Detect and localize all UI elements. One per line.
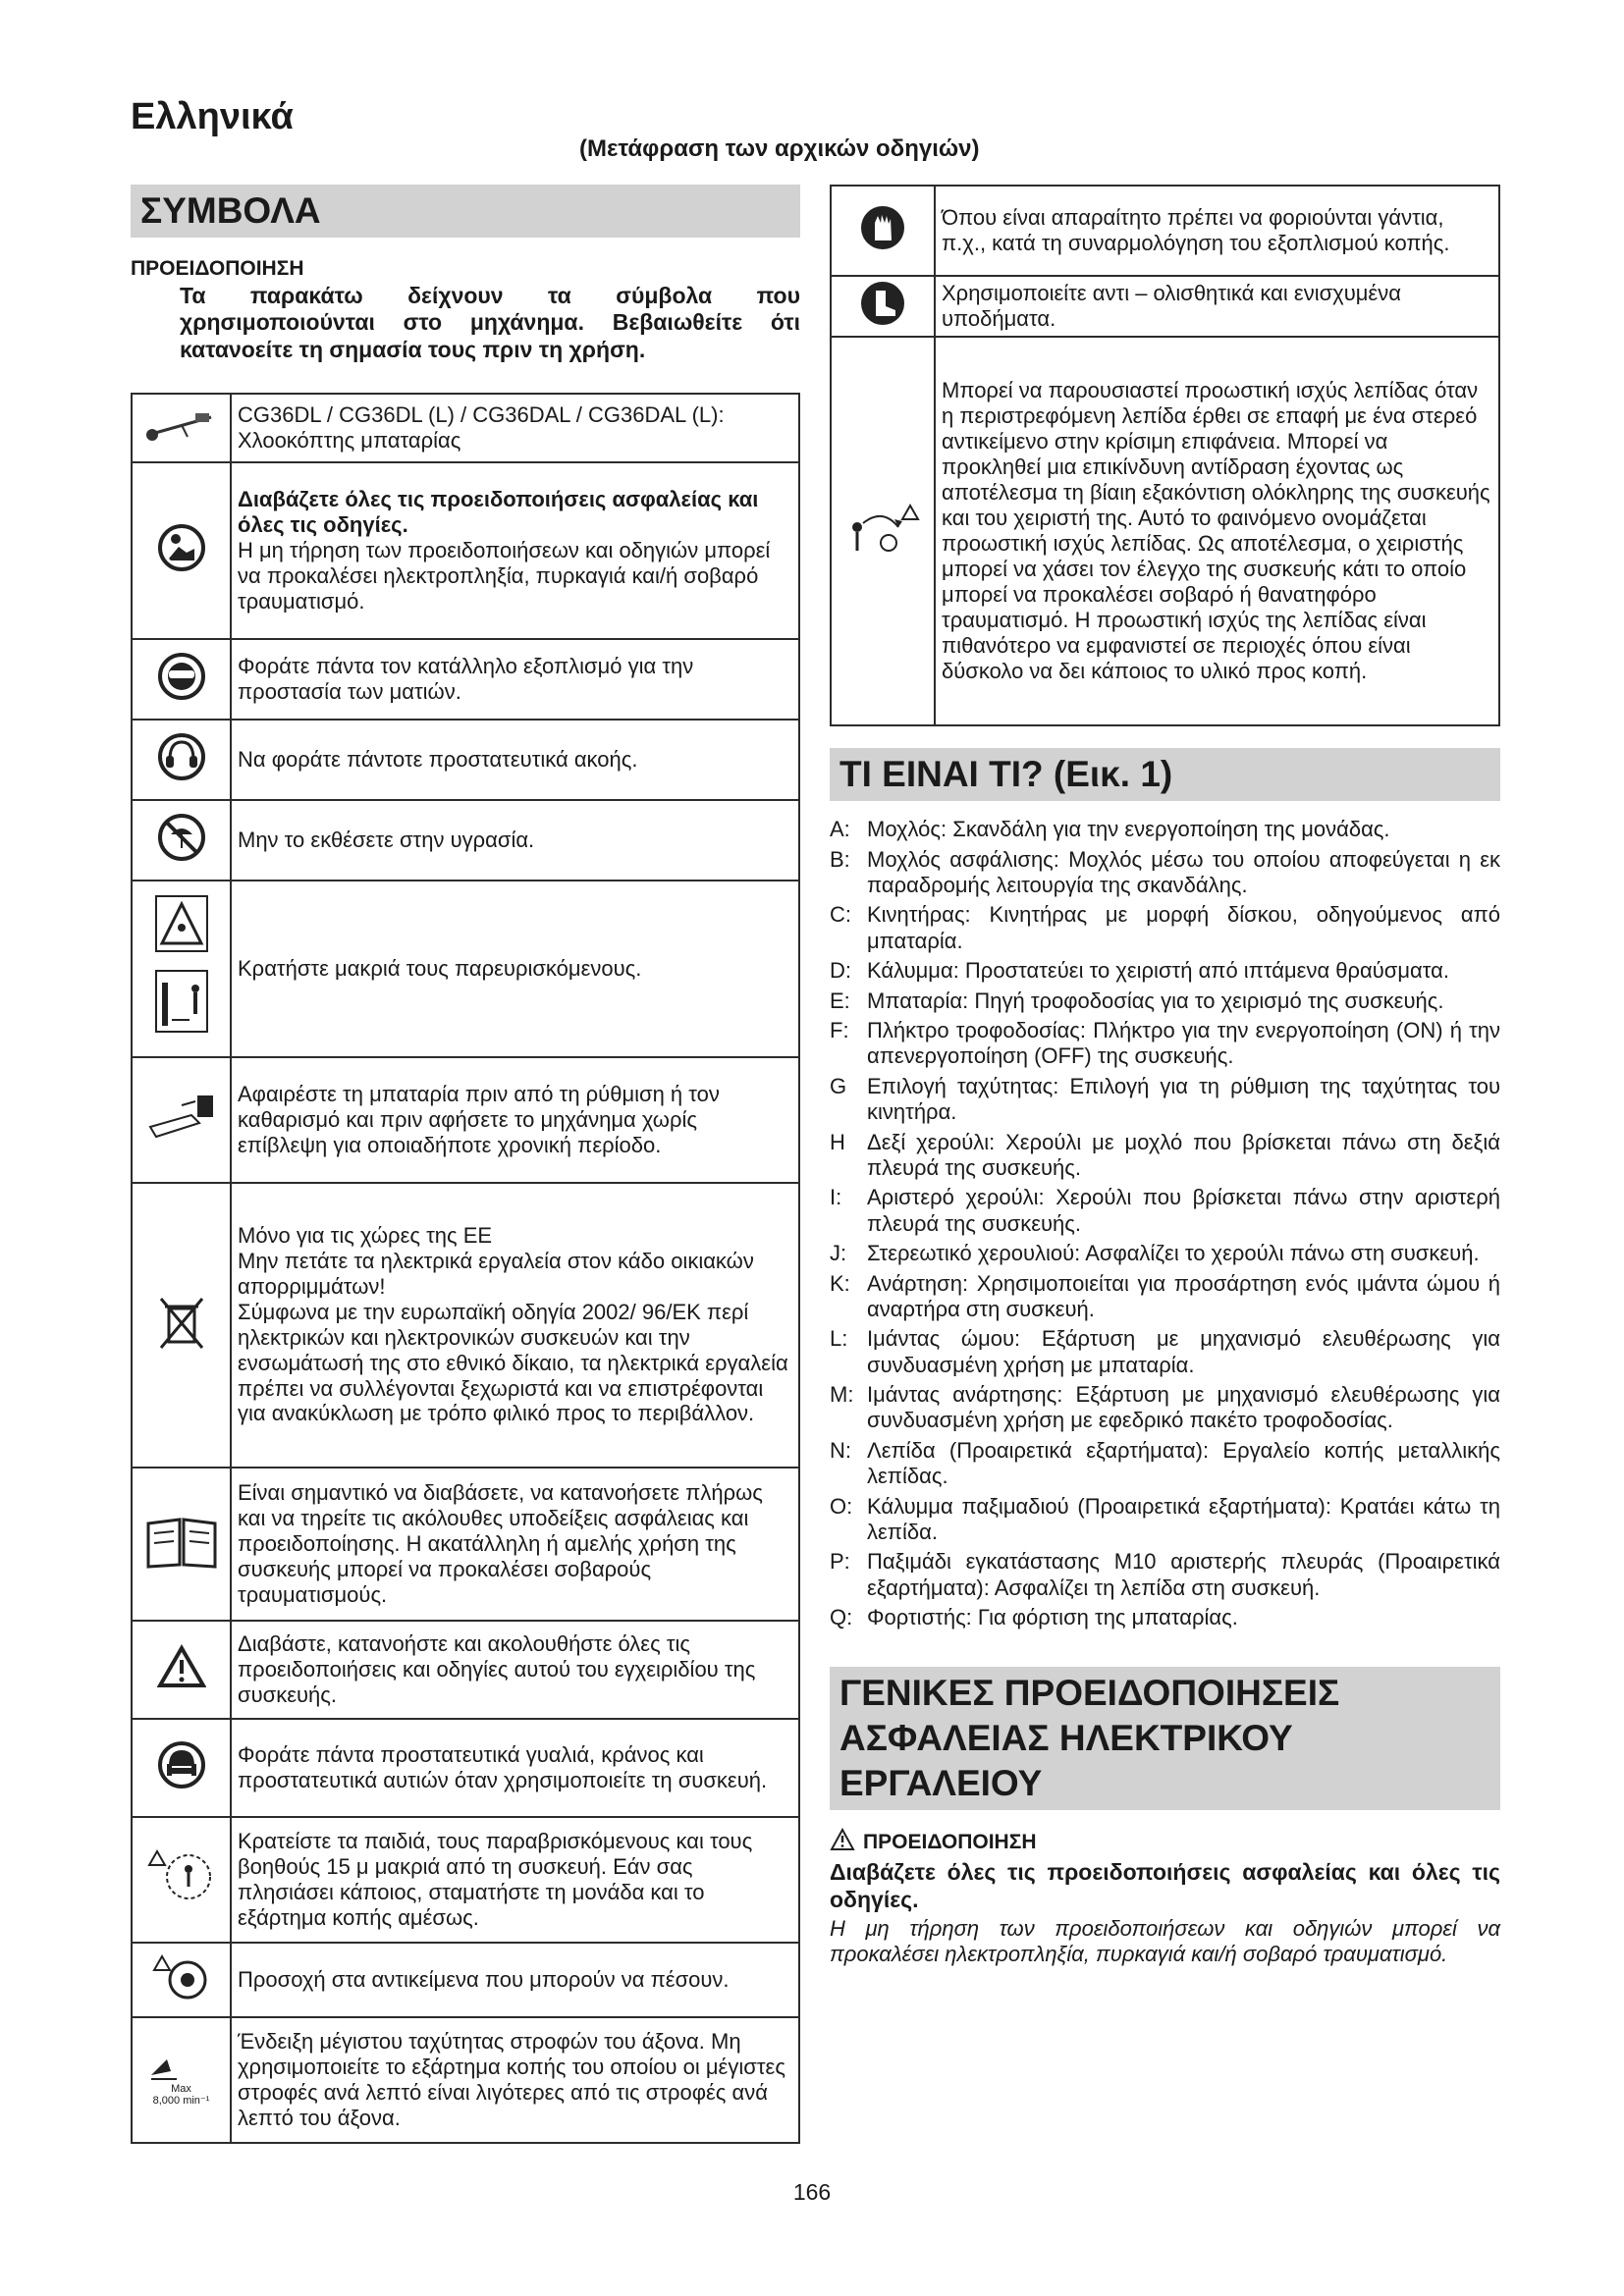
- part-key: N:: [830, 1437, 851, 1463]
- parts-list-item: [830, 1185, 1500, 1237]
- symbol-text: Μπορεί να παρουσιαστεί προωστική ισχύς λεπίδας όταν η περιστρεφόμενη λεπίδα έρθει σε επαφή με ένα στερεό αντικείμενο στην κρίσιμη επιφάνεια. Μπορεί να προκληθεί μια επικίνδυνη αντίδραση έχοντας ως αποτέλεσμα τη βίαιη εξακόντιση ολόκληρης της συσκευής και του χειριστή της. Αυτό το φαινόμενο ονομάζεται προωστική ισχύς λεπίδας. Ως αποτέλεσμα, ο χειριστής μπορεί να χάσει τον έλεγχο της συσκευής κάτι το οποίο μπορεί να προκαλέσει σοβαρό ή θανατηφόρο τραυματισμό. Η προωστική ισχύς της λεπίδας είναι πιθανότερο να εμφανιστεί σε περιοχές όπου είναι δύσκολο να δει κάποιος το υλικό προς κοπή.: [935, 337, 1499, 725]
- gloves-icon: [858, 203, 907, 252]
- symbol-row: [132, 1817, 799, 1943]
- ear-protection-icon: [157, 732, 206, 781]
- symbol-row: [132, 394, 799, 462]
- symbol-row: [132, 1719, 799, 1817]
- keep-bystanders-away-icon: [152, 892, 211, 1040]
- remove-battery-icon: [142, 1088, 221, 1147]
- parts-list-item: [830, 1494, 1500, 1546]
- parts-list-item: [830, 1382, 1500, 1434]
- part-key: M:: [830, 1382, 854, 1408]
- part-text: Ιμάντας ώμου: Εξάρτυση με μηχανισμό ελευθέρωσης για συνδυασμένη χρήση με μπαταρία.: [867, 1326, 1500, 1377]
- part-key: A:: [830, 817, 850, 842]
- symbol-row: [132, 1468, 799, 1621]
- part-key: G: [830, 1073, 847, 1098]
- general-warning-bold-text: Διαβάζετε όλες τις προειδοποιήσεις ασφαλείας και όλες τις οδηγίες.: [830, 1859, 1500, 1912]
- symbol-bold-text: Διαβάζετε όλες τις προειδοποιήσεις ασφαλείας και όλες τις οδηγίες.: [238, 486, 759, 537]
- part-text: Ανάρτηση: Χρησιμοποιείται για προσάρτηση ενός ιμάντα ώμου ή αναρτήρα στη συσκευή.: [867, 1270, 1500, 1321]
- grass-trimmer-icon: [142, 405, 221, 445]
- symbols-warning-text: Τα παρακάτω δείχνουν τα σύμβολα που χρησιμοποιούνται στο μηχάνημα. Βεβαιωθείτε ότι κατανοείτε τη σημασία τους πριν τη χρήση.: [180, 283, 800, 362]
- symbol-text: Όπου είναι απαραίτητο πρέπει να φοριούνται γάντια, π.χ., κατά τη συναρμολόγηση του εξοπλισμού κοπής.: [935, 186, 1499, 276]
- symbol-row: [132, 462, 799, 639]
- part-key: H: [830, 1129, 845, 1154]
- symbol-row: [831, 337, 1499, 725]
- part-key: E:: [830, 988, 850, 1013]
- parts-list-item: [830, 958, 1500, 984]
- parts-list-item: [830, 1438, 1500, 1490]
- blade-thrust-icon: [843, 494, 922, 562]
- symbol-text: Ένδειξη μέγιστου ταχύτητας στροφών του άξονα. Μη χρησιμοποιείτε το εξάρτημα κοπής του οποίου οι μέγιστες στροφές ανά λεπτό είναι λιγότερες από τις στροφές ανά λεπτό του άξονα.: [231, 2017, 799, 2143]
- parts-list-item: [830, 1241, 1500, 1266]
- part-key: J:: [830, 1241, 847, 1266]
- warning-triangle-icon: [157, 1644, 206, 1689]
- part-text: Επιλογή ταχύτητας: Επιλογή για τη ρύθμιση της ταχύτητας του κινητήρα.: [867, 1073, 1500, 1125]
- symbol-row: [132, 2017, 799, 2143]
- max-speed-icon: [147, 2050, 216, 2107]
- part-key: F:: [830, 1017, 849, 1042]
- part-key: K:: [830, 1270, 850, 1296]
- symbol-text: Χρησιμοποιείτε αντι – ολισθητικά και ενισχυμένα υποδήματα.: [935, 276, 1499, 337]
- symbol-row: [132, 800, 799, 881]
- max-speed-label: Max 8,000 min⁻¹: [152, 2083, 210, 2108]
- parts-list-item: [830, 847, 1500, 899]
- part-key: C:: [830, 902, 851, 928]
- general-warnings-title-line1: ΓΕΝΙΚΕΣ ΠΡΟΕΙΔΟΠΟΙΗΣΕΙΣ: [839, 1672, 1340, 1713]
- part-key: O:: [830, 1493, 853, 1519]
- right-column: [830, 185, 1500, 1967]
- translation-subtitle: (Μετάφραση των αρχικών οδηγιών): [579, 135, 980, 162]
- read-manual-icon: [157, 523, 206, 572]
- eye-protection-icon: [157, 652, 206, 701]
- symbols-table: [131, 393, 800, 2144]
- parts-list-item: [830, 1018, 1500, 1070]
- general-warning-italic-text: Η μη τήρηση των προειδοποιήσεων και οδηγιών μπορεί να προκαλέσει ηλεκτροπληξία, πυρκαγιά και/ή σοβαρό τραυματισμό.: [830, 1915, 1500, 1966]
- part-key: I:: [830, 1185, 842, 1210]
- symbol-text: Φοράτε πάντα τον κατάλληλο εξοπλισμό για την προστασία των ματιών.: [231, 639, 799, 720]
- general-warnings-title-line2: ΑΣΦΑΛΕΙΑΣ ΗΛΕΚΤΡΙΚΟΥ ΕΡΓΑΛΕΙΟΥ: [839, 1717, 1293, 1804]
- part-key: Q:: [830, 1605, 853, 1630]
- parts-list-item: [830, 1326, 1500, 1378]
- parts-list-item: [830, 1271, 1500, 1323]
- head-protection-icon: [157, 1740, 206, 1789]
- parts-list-item: [830, 1074, 1500, 1126]
- left-column: [131, 185, 800, 2144]
- general-warnings-title: [830, 1667, 1500, 1811]
- symbol-text: Μην το εκθέσετε στην υγρασία.: [231, 800, 799, 881]
- symbol-text: Διαβάστε, κατανοήστε και ακολουθήστε όλες τις προειδοποιήσεις και οδηγίες αυτού του εγχειριδίου της συσκευής.: [231, 1621, 799, 1719]
- general-warning-heading: [830, 1828, 1500, 1857]
- crossed-bin-icon: [157, 1293, 206, 1352]
- symbol-text: Προσοχή στα αντικείμενα που μπορούν να πέσουν.: [231, 1943, 799, 2017]
- part-text: Στερεωτικό χερουλιού: Ασφαλίζει το χερούλι πάνω στη συσκευή.: [867, 1241, 1480, 1266]
- right-symbols-table: [830, 185, 1500, 726]
- symbol-text: Φοράτε πάντα προστατευτικά γυαλιά, κράνος και προστατευτικά αυτιών όταν χρησιμοποιείτε τη συσκευή.: [231, 1719, 799, 1817]
- part-text: Μοχλός ασφάλισης: Μοχλός μέσω του οποίου αποφεύγεται η εκ παραδρομής λειτουργία της σκανδάλης.: [867, 846, 1500, 898]
- what-is-what-title: ΤΙ ΕΙΝΑΙ ΤΙ? (Εικ. 1): [830, 748, 1500, 801]
- symbol-row: [132, 639, 799, 720]
- symbol-row: [132, 1183, 799, 1468]
- keep-distance-15m-icon: [147, 1847, 216, 1906]
- part-text: Πλήκτρο τροφοδοσίας: Πλήκτρο για την ενεργοποίηση (ON) ή την απενεργοποίηση (OFF) της συσκευής.: [867, 1017, 1500, 1069]
- page-number: 166: [792, 2179, 832, 2205]
- symbol-text: Να φοράτε πάντοτε προστατευτικά ακοής.: [231, 720, 799, 800]
- parts-list-item: [830, 902, 1500, 954]
- symbol-text: Κρατείστε τα παιδιά, τους παραβρισκόμενους και τους βοηθούς 15 μ μακριά από τη συσκευή. Εάν σας πλησιάσει κάποιος, σταματήστε τη μονάδα και το εξάρτημα κοπής αμέσως.: [231, 1817, 799, 1943]
- parts-list: [830, 817, 1500, 1630]
- part-text: Μοχλός: Σκανδάλη για την ενεργοποίηση της μονάδας.: [867, 817, 1390, 842]
- symbol-row: [132, 1943, 799, 2017]
- symbol-row: [831, 186, 1499, 276]
- symbol-text: Μόνο για τις χώρες της ΕΕ Μην πετάτε τα ηλεκτρικά εργαλεία στον κάδο οικιακών απορριμμάτων! Σύμφωνα με την ευρωπαϊκή οδηγία 2002/ 96/ΕΚ περί ηλεκτρικών και ηλεκτρονικών συσκευών και την ενσωμάτωσή της στο εθνικό δίκαιο, τα ηλεκτρικά εργαλεία πρέπει να συλλέγονται ξεχωριστά και να επιστρέφονται για ανακύκλωση με τρόπο φιλικό προς το περιβάλλον.: [231, 1183, 799, 1468]
- part-text: Φορτιστής: Για φόρτιση της μπαταρίας.: [867, 1605, 1238, 1630]
- part-text: Δεξί χερούλι: Χερούλι με μοχλό που βρίσκεται πάνω στη δεξιά πλευρά της συσκευής.: [867, 1129, 1500, 1180]
- symbol-row: [132, 881, 799, 1057]
- parts-list-item: [830, 1549, 1500, 1601]
- part-key: B:: [830, 846, 850, 872]
- symbol-text: Η μη τήρηση των προειδοποιήσεων και οδηγιών μπορεί να προκαλέσει ηλεκτροπληξία, πυρκαγιά και/ή σοβαρό τραυματισμό.: [238, 537, 771, 614]
- boots-icon: [858, 279, 907, 328]
- symbol-text: Αφαιρέστε τη μπαταρία πριν από τη ρύθμιση ή τον καθαρισμό και πριν αφήσετε το μηχάνημα χωρίς επίβλεψη για οποιαδήποτε χρονική περίοδο.: [231, 1057, 799, 1183]
- part-key: L:: [830, 1326, 848, 1352]
- warning-triangle-icon: [830, 1828, 855, 1857]
- symbols-section-title: ΣΥΜΒΟΛΑ: [131, 185, 800, 238]
- symbol-row: [132, 1057, 799, 1183]
- part-key: P:: [830, 1549, 850, 1575]
- part-text: Κινητήρας: Κινητήρας με μορφή δίσκου, οδηγούμενος από μπαταρία.: [867, 902, 1500, 953]
- parts-list-item: [830, 1130, 1500, 1182]
- no-rain-icon: [157, 813, 206, 862]
- general-warning-label: ΠΡΟΕΙΔΟΠΟΙΗΣΗ: [863, 1831, 1037, 1854]
- part-key: D:: [830, 958, 851, 984]
- part-text: Αριστερό χερούλι: Χερούλι που βρίσκεται πάνω στην αριστερή πλευρά της συσκευής.: [867, 1185, 1500, 1236]
- symbol-row: [132, 1621, 799, 1719]
- symbols-warning-label: ΠΡΟΕΙΔΟΠΟΙΗΣΗ: [131, 257, 304, 281]
- manual-book-icon: [142, 1512, 221, 1571]
- parts-list-item: [830, 817, 1500, 842]
- part-text: Λεπίδα (Προαιρετικά εξαρτήματα): Εργαλείο κοπής μεταλλικής λεπίδας.: [867, 1437, 1500, 1489]
- part-text: Κάλυμμα: Προστατεύει το χειριστή από ιπτάμενα θραύσματα.: [867, 958, 1449, 984]
- parts-list-item: [830, 1605, 1500, 1630]
- falling-objects-icon: [152, 1952, 211, 2002]
- part-text: Κάλυμμα παξιμαδιού (Προαιρετικά εξαρτήματα): Κρατάει κάτω τη λεπίδα.: [867, 1493, 1500, 1545]
- part-text: Παξιμάδι εγκατάστασης M10 αριστερής πλευράς (Προαιρετικά εξαρτήματα): Ασφαλίζει τη λεπίδα στη συσκευή.: [867, 1549, 1500, 1600]
- symbol-row: [831, 276, 1499, 337]
- parts-list-item: [830, 988, 1500, 1014]
- symbol-row: [132, 720, 799, 800]
- part-text: Ιμάντας ανάρτησης: Εξάρτυση με μηχανισμό ελευθέρωσης για συνδυασμένη χρήση με εφεδρικό πακέτο τροφοδοσίας.: [867, 1382, 1500, 1433]
- page-language-title: Ελληνικά: [131, 96, 294, 137]
- part-text: Μπαταρία: Πηγή τροφοδοσίας για το χειρισμό της συσκευής.: [867, 988, 1444, 1013]
- symbol-text: Κρατήστε μακριά τους παρευρισκόμενους.: [231, 881, 799, 1057]
- symbol-text: Είναι σημαντικό να διαβάσετε, να κατανοήσετε πλήρως και να τηρείτε τις ακόλουθες υποδείξεις ασφάλειας και προειδοποίησης. Η ακατάλληλη ή αμελής χρήση της συσκευής μπορεί να προκαλέσει σοβαρούς τραυματισμούς.: [231, 1468, 799, 1621]
- symbol-text: CG36DL / CG36DL (L) / CG36DAL / CG36DAL (L): Χλοοκόπτης μπαταρίας: [231, 394, 799, 462]
